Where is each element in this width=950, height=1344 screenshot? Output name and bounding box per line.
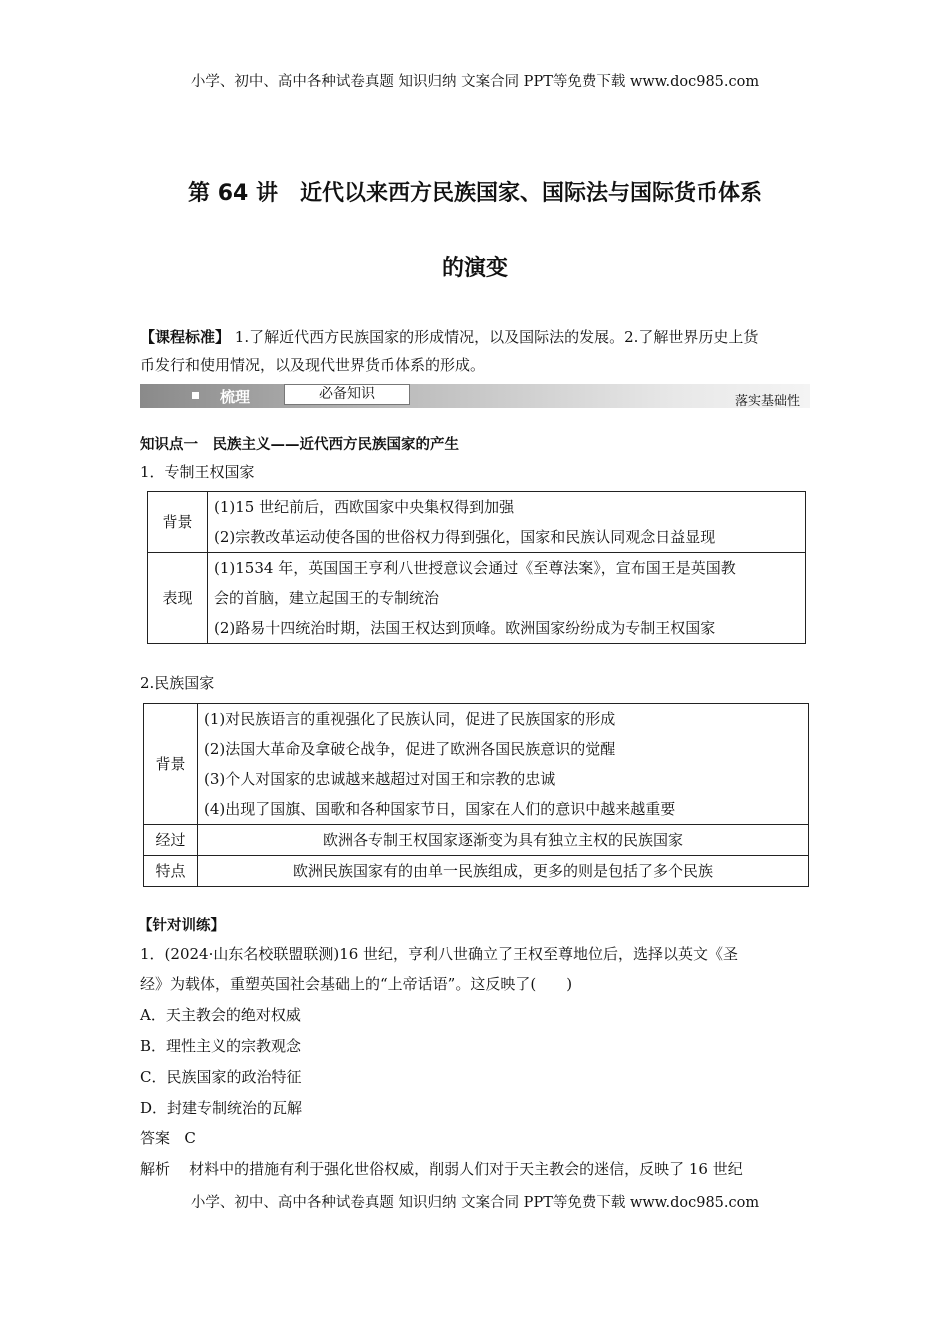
row-content	[198, 704, 809, 825]
section-band	[140, 384, 810, 408]
row-header: 经过	[144, 825, 198, 856]
question-line-2: 经》为载体，重塑英国社会基础上的“上帝话语”。这反映了( )	[140, 975, 573, 993]
cell-line: (2)法国大革命及拿破仑战争，促进了欧洲各国民族意识的觉醒	[204, 740, 616, 758]
answer	[140, 1127, 196, 1148]
title-line-1: 第 64 讲 近代以来西方民族国家、国际法与国际货币体系	[188, 181, 762, 206]
standard-label: 【课程标准】	[140, 328, 231, 346]
row-header: 背景	[148, 492, 208, 553]
band-left-label: 梳理	[220, 388, 251, 406]
standard-text-2: 币发行和使用情况，以及现代世界货币体系的形成。	[140, 356, 486, 374]
page-header: 小学、初中、高中各种试卷真题 知识归纳 文案合同 PPT等免费下载 www.doc985.com	[190, 74, 760, 90]
option-d: D．封建专制统治的瓦解	[140, 1099, 303, 1117]
standard-text-1: 1.了解近代西方民族国家的形成情况，以及国际法的发展。2.了解世界历史上货	[230, 328, 759, 346]
cell-line: 会的首脑，建立起国王的专制统治	[214, 589, 440, 607]
band-box-label: 必备知识	[284, 384, 410, 405]
cell-line: (1)1534 年，英国国王亨利八世授意议会通过《至尊法案》，宣布国王是英国教	[214, 559, 736, 577]
row-content: 欧洲民族国家有的由单一民族组成，更多的则是包括了多个民族	[198, 856, 809, 887]
row-content	[208, 553, 806, 644]
table-absolute-monarchy	[147, 491, 806, 644]
course-standard	[140, 326, 758, 347]
cell-line: (4)出现了国旗、国歌和各种国家节日，国家在人们的意识中越来越重要	[204, 800, 676, 818]
table-row	[144, 704, 809, 825]
table-row	[148, 492, 806, 553]
answer-value: C	[184, 1129, 196, 1147]
option-b: B．理性主义的宗教观念	[140, 1037, 302, 1055]
row-header: 特点	[144, 856, 198, 887]
title-line-2: 的演变	[441, 256, 508, 281]
analysis-text: 材料中的措施有利于强化世俗权威，削弱人们对于天主教会的迷信，反映了 16 世纪	[189, 1160, 743, 1178]
option-a: A．天主教会的绝对权威	[140, 1006, 301, 1024]
option-c: C．民族国家的政治特征	[140, 1068, 302, 1086]
page-footer: 小学、初中、高中各种试卷真题 知识归纳 文案合同 PPT等免费下载 www.doc985.com	[190, 1195, 760, 1211]
analysis-label: 解析	[140, 1160, 171, 1178]
section-1-heading: 1．专制王权国家	[140, 463, 255, 481]
cell-line: (2)宗教改革运动使各国的世俗权力得到强化，国家和民族认同观念日益显现	[214, 528, 716, 546]
row-content	[208, 492, 806, 553]
table-nation-state	[143, 703, 809, 887]
cell-line: (1)对民族语言的重视强化了民族认同，促进了民族国家的形成	[204, 710, 616, 728]
cell-line: (1)15 世纪前后，西欧国家中央集权得到加强	[214, 498, 515, 516]
analysis	[140, 1158, 743, 1179]
row-header: 表现	[148, 553, 208, 644]
table-row	[144, 825, 809, 856]
question-line-1: 1．(2024·山东名校联盟联测)16 世纪，亨利八世确立了王权至尊地位后，选择以英文《圣	[140, 945, 739, 963]
table-row	[144, 856, 809, 887]
practice-label: 【针对训练】	[138, 918, 225, 934]
row-header: 背景	[144, 704, 198, 825]
section-2-heading: 2.民族国家	[140, 674, 215, 692]
cell-line: (3)个人对国家的忠诚越来越超过对国王和宗教的忠诚	[204, 770, 556, 788]
square-bullet-icon	[192, 392, 199, 399]
row-content: 欧洲各专制王权国家逐渐变为具有独立主权的民族国家	[198, 825, 809, 856]
knowledge-point-heading: 知识点一 民族主义——近代西方民族国家的产生	[140, 437, 459, 453]
answer-label: 答案	[140, 1129, 171, 1147]
band-right-label: 落实基础性	[734, 394, 800, 409]
table-row	[148, 553, 806, 644]
cell-line: (2)路易十四统治时期，法国王权达到顶峰。欧洲国家纷纷成为专制王权国家	[214, 619, 716, 637]
